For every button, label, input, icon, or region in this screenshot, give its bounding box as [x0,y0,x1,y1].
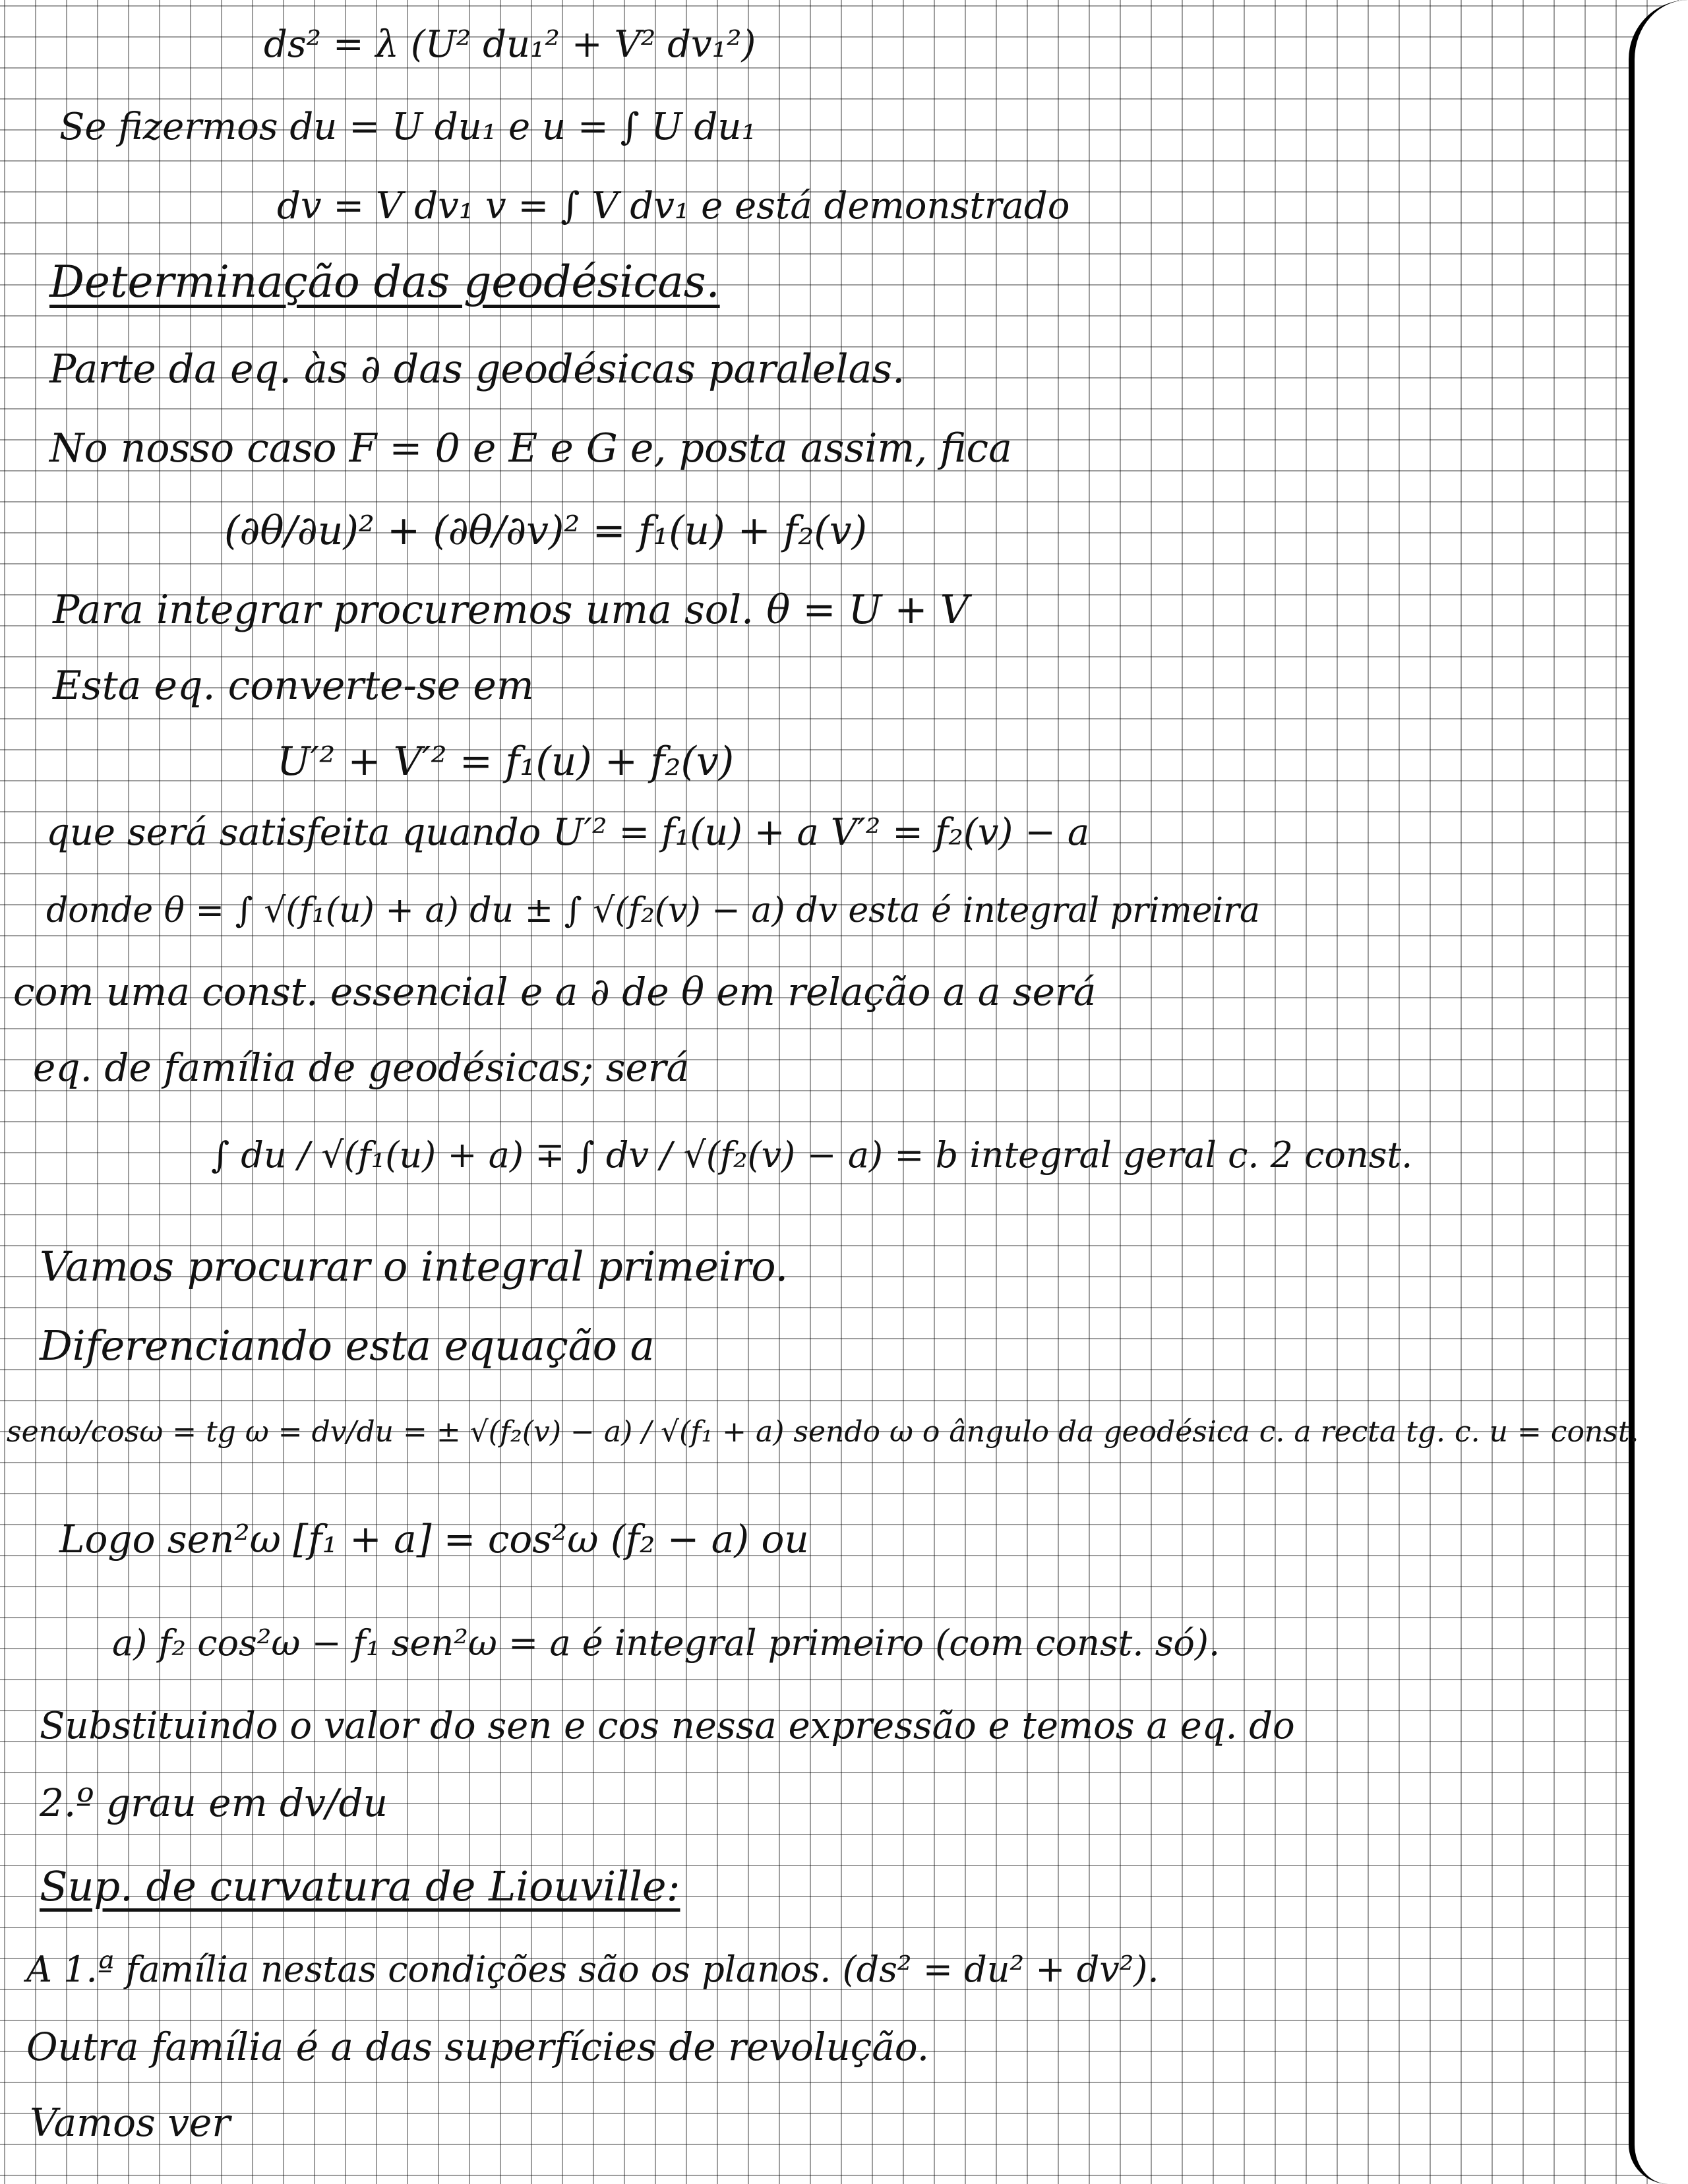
formula-sen-cos: Logo sen²ω [f₁ + a] = cos²ω (f₂ − a) ou [59,1517,809,1562]
formula-dv: dv = V dv₁ v = ∫ V dv₁ e está demonstrado [277,185,1070,228]
text-parallel-geodesics: Parte da eq. às ∂ das geodésicas paralelas. [49,346,905,392]
text-planes: A 1.ª família nestas condições são os planos. (ds² = du² + dv²). [26,1949,1159,1990]
formula-ds2: ds² = λ (U² du₁² + V² dv₁²) [264,23,756,66]
page-edge [1629,0,1688,2184]
text-lets-see: Vamos ver [30,2100,231,2145]
text-revolution: Outra família é a das superfícies de revolução. [26,2024,930,2069]
text-substitution: Se fizermos du = U du₁ e u = ∫ U du₁ [59,106,756,148]
text-converts: Esta eq. converte-se em [53,663,534,709]
text-family-eq: eq. de família de geodésicas; será [33,1045,690,1090]
formula-tangent: senω/cosω = tg ω = dv/du = ± √(f₂(v) − a) / √(f₁ + a) sendo ω o ângulo da geodésica c. a recta tg. c. u = const. [7,1415,1639,1449]
text-second-degree: 2.º grau em dv/du [40,1780,388,1825]
text-substituting: Substituindo o valor do sen e cos nessa expressão e temos a eq. do [40,1705,1295,1747]
formula-theta-integral: donde θ = ∫ √(f₁(u) + a) du ± ∫ √(f₂(v) − a) dv esta é integral primeira [46,891,1261,930]
text-constant: com uma const. essencial e a ∂ de θ em relação a a será [13,969,1097,1014]
text-satisfied: que será satisfeita quando U′² = f₁(u) + a V′² = f₂(v) − a [46,811,1090,854]
text-first-integral: Vamos procurar o integral primeiro. [40,1242,789,1290]
text-integrate: Para integrar procuremos uma sol. θ = U + V [53,587,969,633]
text-our-case: No nosso caso F = 0 e E e G e, posta assim, fica [49,425,1012,471]
formula-a-integral: a) f₂ cos²ω − f₁ sen²ω = a é integral primeiro (com const. só). [112,1622,1221,1664]
heading-geodesics: Determinação das geodésicas. [49,257,720,307]
formula-u-prime: U′² + V′² = f₁(u) + f₂(v) [277,739,735,785]
formula-general-integral: ∫ du / √(f₁(u) + a) ∓ ∫ dv / √(f₂(v) − a) = b integral geral c. 2 const. [211,1134,1413,1176]
text-differentiating: Diferenciando esta equação a [40,1321,655,1370]
heading-liouville: Sup. de curvatura de Liouville: [40,1862,680,1910]
formula-partial-theta: (∂θ/∂u)² + (∂θ/∂v)² = f₁(u) + f₂(v) [224,508,867,554]
